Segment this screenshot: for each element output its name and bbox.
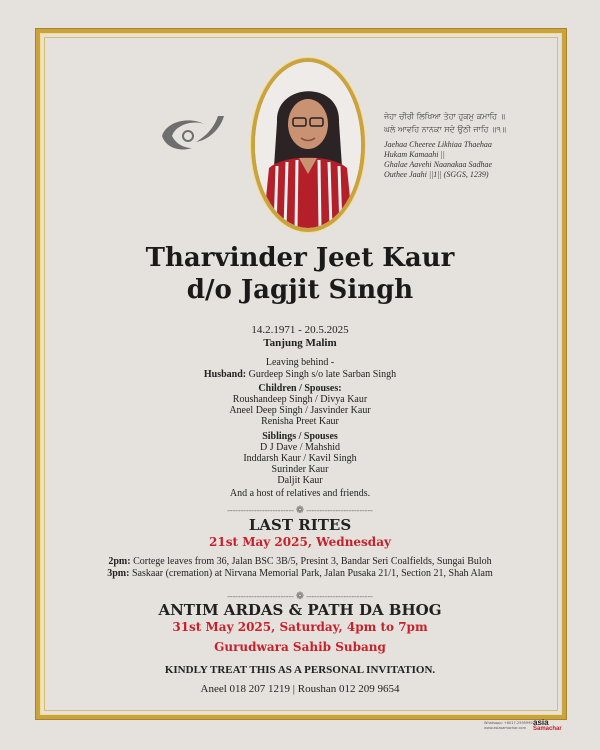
- brand-bottom: Samachar: [533, 726, 562, 732]
- ornament-divider: [0, 505, 600, 516]
- schedule-text: Saskaar (cremation) at Nirvana Memorial Park, Jalan Pusaka 21/1, Section 21, Shah Alam: [131, 568, 493, 579]
- child-entry: Roushandeep Singh / Divya Kaur: [232, 394, 368, 405]
- sibling-entry: Inddarsh Kaur / Kavil Singh: [243, 453, 357, 464]
- divider-dashes: -------------------------: [227, 506, 294, 515]
- flower-icon: ❁: [295, 591, 305, 602]
- footer-website: www.asiasamachar.com: [484, 725, 526, 730]
- brand-logo: [533, 719, 562, 733]
- divider-dashes: -------------------------: [227, 592, 294, 601]
- last-rites-date: 21st May 2025, Wednesday: [209, 535, 391, 549]
- schedule-text: Cortege leaves from 36, Jalan BSC 3B/5, Presint 3, Bandar Seri Coalfields, Sungai Buloh: [133, 556, 492, 567]
- deceased-name: Tharvinder Jeet Kaur: [145, 243, 455, 273]
- antim-ardas-venue: Gurudwara Sahib Subang: [214, 640, 386, 654]
- last-rites-heading: LAST RITES: [248, 516, 352, 534]
- child-entry: Renisha Preet Kaur: [261, 416, 339, 427]
- translit-line: Outhee Jaahi ||1|| (SGGS, 1239): [384, 170, 489, 179]
- husband-label: Husband:: [203, 369, 247, 380]
- sibling-entry: D J Dave / Mahshid: [260, 442, 340, 453]
- translit-line: Hukam Kamaahi ||: [384, 150, 445, 159]
- husband-name: Gurdeep Singh s/o late Sarban Singh: [248, 369, 397, 380]
- gurmukhi-line: ਜੇਹਾ ਚੀਰੀ ਲਿਖਿਆ ਤੇਹਾ ਹੁਕਮੁ ਕਮਾਹਿ ॥: [384, 112, 506, 121]
- sibling-entry: Daljit Kaur: [277, 475, 323, 486]
- invitation-note: KINDLY TREAT THIS AS A PERSONAL INVITATION.: [164, 664, 436, 676]
- schedule-item: [0, 556, 600, 568]
- portrait-photo: [251, 58, 365, 232]
- child-entry: Aneel Deep Singh / Jasvinder Kaur: [229, 405, 371, 416]
- schedule-item: [0, 568, 600, 580]
- sibling-entry: Surinder Kaur: [271, 464, 329, 475]
- relatives-line: And a host of relatives and friends.: [229, 488, 371, 499]
- flower-icon: ❁: [295, 505, 305, 516]
- schedule-time: 2pm:: [108, 556, 131, 567]
- children-heading: Children / Spouses:: [258, 383, 342, 394]
- husband-line: [0, 369, 600, 380]
- divider-dashes: -------------------------: [306, 592, 373, 601]
- antim-ardas-heading: ANTIM ARDAS & PATH DA BHOG: [158, 601, 442, 619]
- schedule-time: 3pm:: [107, 568, 130, 579]
- contact-numbers: Aneel 018 207 1219 | Roushan 012 209 9654: [200, 683, 400, 695]
- scripture-quote: [384, 110, 524, 180]
- gurmukhi-line: ਘਲੇ ਆਵਹਿ ਨਾਨਕਾ ਸਦੇ ਉਠੀ ਜਾਹਿ ॥੧॥: [384, 125, 507, 134]
- divider-dashes: -------------------------: [306, 506, 373, 515]
- siblings-heading: Siblings / Spouses: [262, 431, 338, 442]
- brand-top: asia: [533, 718, 549, 727]
- footer-contact: [484, 721, 533, 730]
- translit-line: Ghalae Aavehi Naanakaa Sadhae: [384, 160, 493, 169]
- deceased-parentage: d/o Jagjit Singh: [186, 275, 414, 305]
- khanda-icon: [158, 114, 228, 158]
- footer-whatsapp: Whatsapp: +6017-2595999: [484, 721, 533, 725]
- life-dates: 14.2.1971 - 20.5.2025: [251, 324, 349, 336]
- hometown: Tanjung Malim: [263, 337, 337, 349]
- antim-ardas-date: 31st May 2025, Saturday, 4pm to 7pm: [172, 620, 428, 634]
- translit-line: Jaehaa Cheeree Likhiaa Thaehaa: [384, 140, 492, 149]
- leaving-behind: Leaving behind -: [265, 357, 335, 368]
